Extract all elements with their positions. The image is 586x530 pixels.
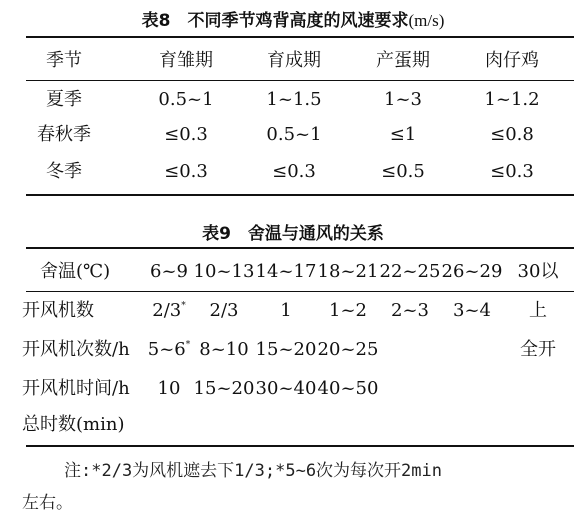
table8-cell: 春秋季 bbox=[37, 124, 91, 145]
table8-cell: ≤0.3 bbox=[272, 161, 316, 182]
table8-cell: 1~3 bbox=[384, 89, 422, 110]
table8-header-laying: 产蛋期 bbox=[376, 50, 430, 71]
table8-header-growing: 育成期 bbox=[267, 50, 321, 71]
table8-header-season: 季节 bbox=[46, 50, 82, 71]
table9-fan-hours-cell: 15~20 bbox=[193, 378, 255, 399]
table9-fan-count-cell: 1~2 bbox=[329, 300, 367, 321]
table8-title-text: 表8 不同季节鸡背高度的风速要求 bbox=[141, 11, 409, 31]
table8-cell: 1~1.2 bbox=[484, 89, 540, 110]
table9-temp-cell: 14~17 bbox=[255, 261, 317, 282]
table9-temp-cell: 26~29 bbox=[441, 261, 503, 282]
table8-header-rule bbox=[26, 80, 574, 81]
table8-header-brooding: 育雏期 bbox=[159, 50, 213, 71]
table9-temp-cell: 30以 bbox=[517, 261, 559, 282]
table9-fan-hours-cell: 10 bbox=[157, 378, 181, 399]
table9-fan-hours-cell: 30~40 bbox=[255, 378, 317, 399]
table8-cell: 0.5~1 bbox=[266, 124, 322, 145]
table9-row-label: 开风机时间/h bbox=[22, 378, 130, 399]
footnote-line2: 左右。 bbox=[22, 493, 73, 513]
table9-row-label: 开风机次数/h bbox=[22, 339, 130, 360]
table8-cell: ≤0.8 bbox=[490, 124, 534, 145]
table9-temp-cell: 10~13 bbox=[193, 261, 255, 282]
table8-unit: (m/s) bbox=[408, 11, 445, 30]
table9-fan-times-cell: 20~25 bbox=[317, 339, 379, 360]
table9-fan-count-cell: 3~4 bbox=[453, 300, 491, 321]
table8-title bbox=[0, 6, 586, 31]
table9-bottom-rule bbox=[26, 445, 574, 447]
table9-fan-count-cell bbox=[152, 300, 185, 322]
table8-cell: ≤0.3 bbox=[164, 124, 208, 145]
table8-cell: ≤0.3 bbox=[164, 161, 208, 182]
table9-fan-count-cell: 2~3 bbox=[391, 300, 429, 321]
footnote-line1: 注:*2/3为风机遮去下1/3;*5~6次为每次开2min bbox=[64, 461, 442, 481]
table8-bottom-rule bbox=[26, 194, 574, 196]
table9-fan-times-cell: 全开 bbox=[520, 339, 556, 360]
table9-row-label: 舍温(℃) bbox=[40, 261, 111, 282]
table9-temp-cell: 22~25 bbox=[379, 261, 441, 282]
table9-fan-count-cell: 上 bbox=[529, 300, 547, 321]
table9-row-label: 开风机数 bbox=[22, 300, 94, 321]
table9-row-label: 总时数(min) bbox=[22, 414, 125, 435]
footnote-mark: * bbox=[185, 340, 191, 350]
table9-top-rule bbox=[26, 247, 574, 249]
table9-fan-count-cell: 1 bbox=[280, 300, 292, 321]
table8-cell: ≤1 bbox=[389, 124, 417, 145]
table8-header-broiler: 肉仔鸡 bbox=[485, 50, 539, 71]
footnote-mark: * bbox=[181, 301, 186, 311]
table9-temp-cell: 6~9 bbox=[150, 261, 188, 282]
table9-fan-times-cell bbox=[148, 339, 191, 361]
table8-top-rule bbox=[26, 36, 574, 38]
table9-fan-count-value: 2/3 bbox=[152, 300, 182, 321]
table9-header-rule bbox=[26, 291, 574, 292]
table9-fan-hours-cell: 40~50 bbox=[317, 378, 379, 399]
table9-fan-times-cell: 8~10 bbox=[199, 339, 249, 360]
table9-temp-cell: 18~21 bbox=[317, 261, 379, 282]
table8-cell: 0.5~1 bbox=[158, 89, 214, 110]
table8-cell: 冬季 bbox=[46, 161, 82, 182]
table9-fan-count-cell: 2/3 bbox=[209, 300, 239, 321]
table8-cell: ≤0.5 bbox=[381, 161, 425, 182]
table9-title bbox=[0, 219, 586, 244]
table8-cell: 1~1.5 bbox=[266, 89, 322, 110]
table8-cell: 夏季 bbox=[46, 89, 82, 110]
table9-fan-times-cell: 15~20 bbox=[255, 339, 317, 360]
table9-fan-times-value: 5~6 bbox=[147, 339, 186, 360]
table8-cell: ≤0.3 bbox=[490, 161, 534, 182]
table9-title-text: 表9 舍温与通风的关系 bbox=[202, 224, 384, 244]
